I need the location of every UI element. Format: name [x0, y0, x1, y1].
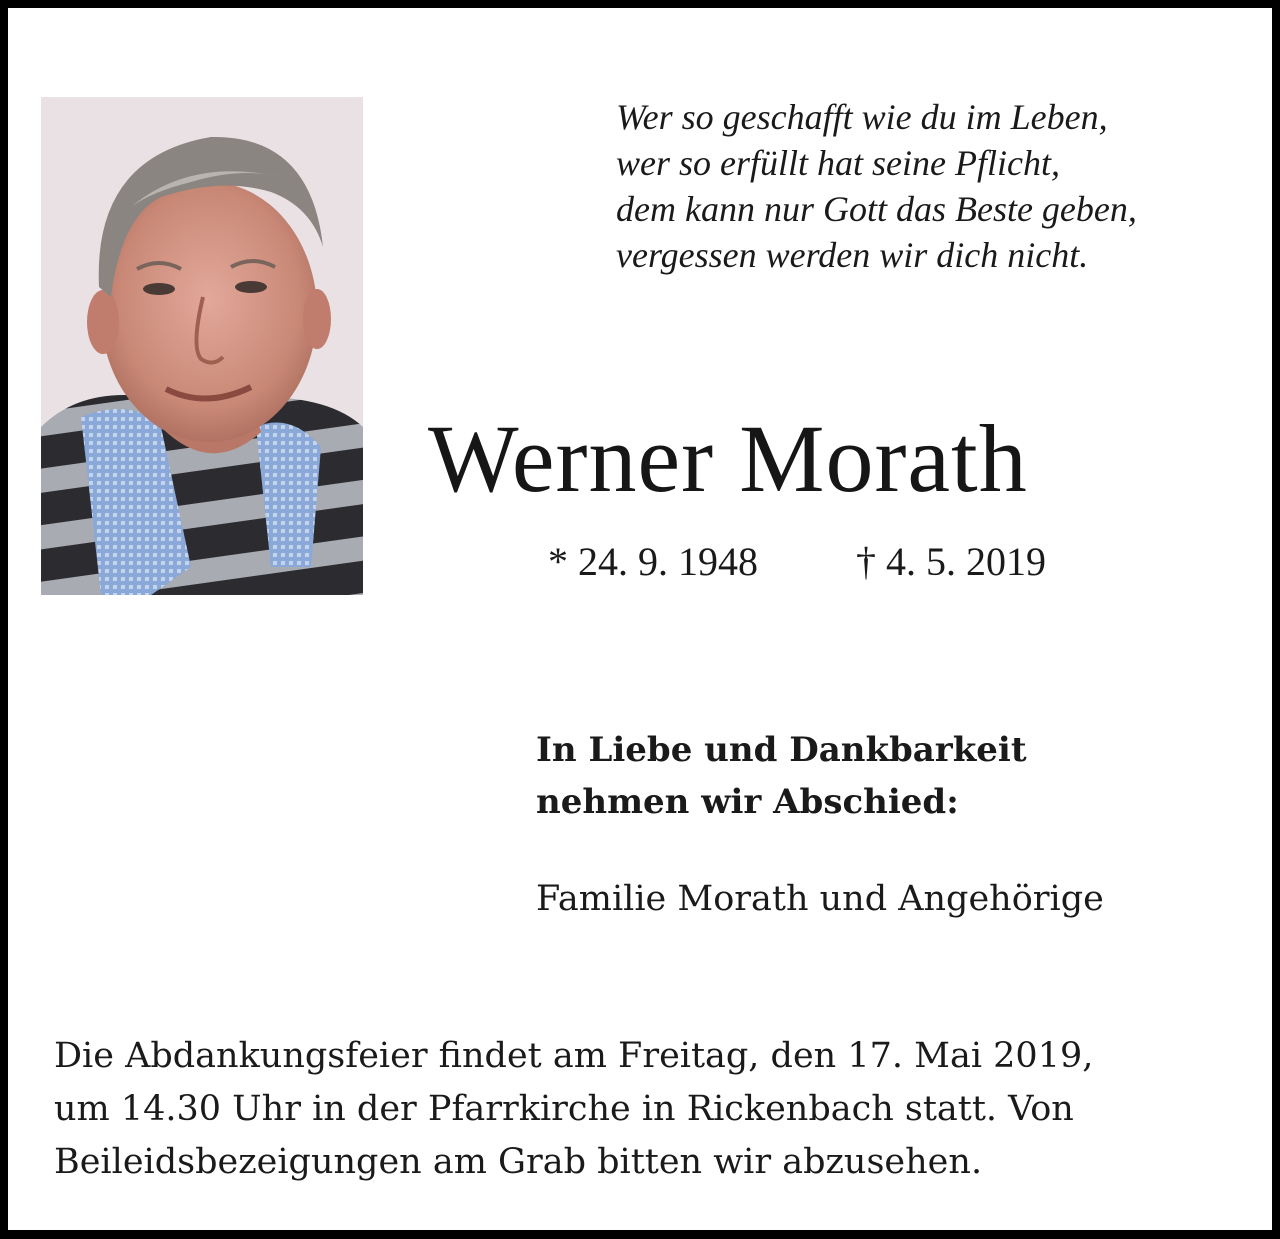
birth-date: * 24. 9. 1948 — [548, 539, 758, 584]
poem-line: dem kann nur Gott das Beste geben, — [616, 189, 1137, 229]
poem — [616, 94, 1256, 278]
farewell-heading — [536, 724, 1027, 828]
portrait-illustration — [41, 97, 363, 595]
deceased-name: Werner Morath — [428, 405, 1028, 512]
farewell-line: nehmen wir Abschied: — [536, 782, 959, 822]
poem-line: wer so erfüllt hat seine Pflicht, — [616, 143, 1060, 183]
portrait-photo — [41, 97, 363, 595]
farewell-line: In Liebe und Dankbarkeit — [536, 730, 1027, 770]
ceremony-notice — [54, 1030, 1254, 1189]
poem-line: vergessen werden wir dich nicht. — [616, 235, 1089, 275]
death-date: † 4. 5. 2019 — [856, 539, 1046, 584]
ceremony-line: um 14.30 Uhr in der Pfarrkirche in Rickenbach statt. Von — [54, 1089, 1074, 1129]
family-signature: Familie Morath und Angehörige — [536, 879, 1104, 919]
ceremony-line: Beileidsbezeigungen am Grab bitten wir abzusehen. — [54, 1142, 983, 1182]
obituary-notice — [8, 8, 1272, 1230]
poem-line: Wer so geschafft wie du im Leben, — [616, 97, 1108, 137]
ceremony-line: Die Abdankungsfeier findet am Freitag, den 17. Mai 2019, — [54, 1036, 1094, 1076]
